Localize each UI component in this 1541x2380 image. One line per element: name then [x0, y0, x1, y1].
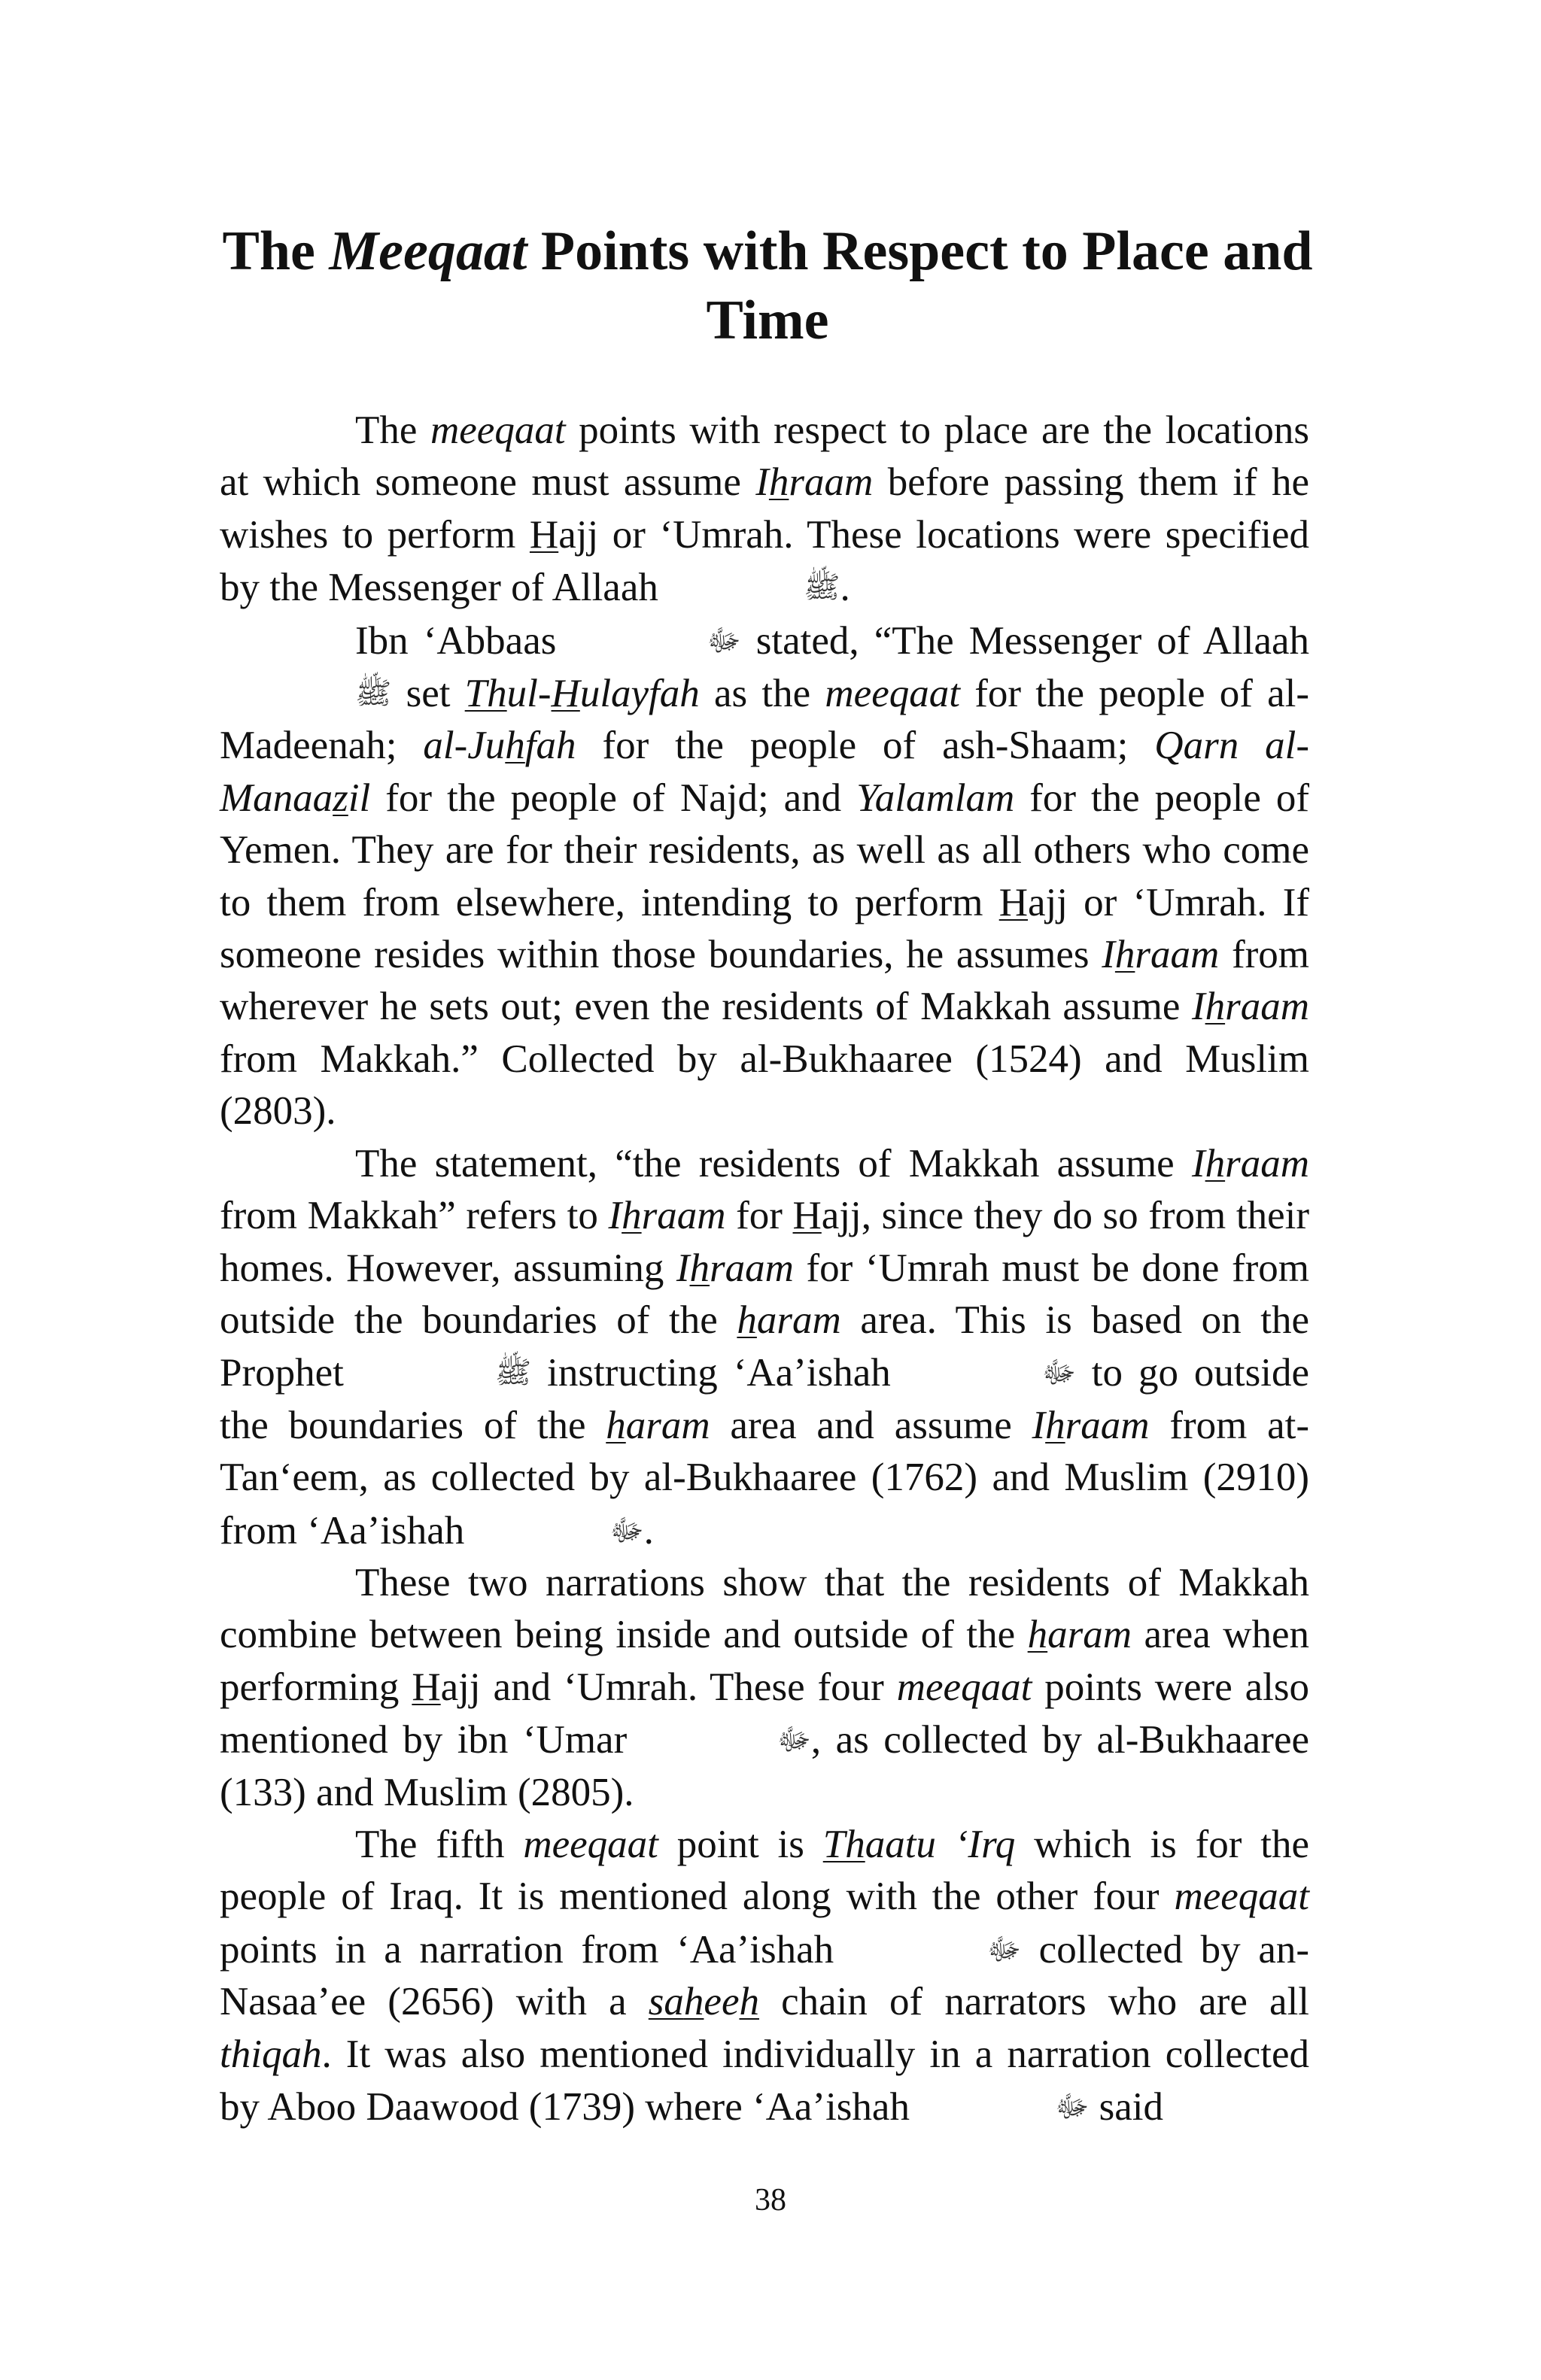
text: which is for the people of Iraq. It is mentioned along with the other four — [220, 1822, 1310, 1919]
term-ihraam — [1032, 1404, 1149, 1447]
text: point is — [676, 1822, 804, 1866]
text: h — [622, 1194, 642, 1238]
text: H — [792, 1194, 822, 1238]
text: I — [676, 1246, 690, 1290]
text: aram — [625, 1403, 710, 1447]
text: raam — [1065, 1403, 1150, 1447]
text: ee — [704, 1980, 740, 2024]
text: Ibn ‘Abbaas — [355, 618, 557, 663]
text: raam — [789, 460, 874, 505]
term-meeqaat: meeqaat — [430, 408, 566, 452]
text: h — [1205, 985, 1226, 1029]
text: . It was also mentioned individually in a narration collected by Aboo Daawood (1739) where ‘Aa’ishah — [220, 2032, 1309, 2129]
text: Th — [822, 1822, 865, 1866]
text: h — [505, 724, 525, 768]
term-thiqah: thiqah — [220, 2032, 322, 2076]
term-haram — [606, 1404, 710, 1447]
text: I — [1102, 933, 1115, 977]
paragraph-1 — [220, 405, 1309, 615]
radiya-honorific-icon: ﷻ — [777, 1723, 811, 1757]
text: The fifth — [355, 1822, 505, 1866]
text: said — [1099, 2085, 1163, 2129]
term-ihraam — [1192, 985, 1309, 1028]
radiya-honorific-icon: ﷻ — [707, 623, 741, 657]
radiya-honorific-icon: ﷻ — [986, 1932, 1021, 1966]
page-title — [218, 217, 1317, 355]
text: H — [998, 880, 1028, 924]
text: h — [683, 1980, 704, 2024]
radiya-honorific-icon: ﷻ — [1055, 2090, 1090, 2123]
text: ulayfah — [579, 672, 700, 716]
text: I — [1032, 1403, 1046, 1447]
text: ajj or ‘Umrah. These locations were specified by the Messenger of Allaah — [220, 512, 1310, 610]
text: from Makkah” refers to — [220, 1194, 598, 1238]
text: . — [643, 1508, 654, 1553]
text: area and assume — [730, 1403, 1012, 1447]
body-text — [220, 405, 1309, 2133]
text: for the people of al-Madeenah; — [220, 672, 1310, 768]
text: points were also mentioned by ibn ‘Umar — [220, 1665, 1310, 1762]
term-meeqaat: meeqaat — [825, 672, 960, 716]
text: H — [529, 512, 559, 557]
text: raam — [1135, 933, 1220, 977]
place-al-juhfah — [423, 724, 576, 767]
text: raam — [641, 1194, 726, 1238]
text: The statement, “the residents of Makkah assume — [355, 1141, 1175, 1185]
text: stated, “The Messenger of Allaah — [755, 618, 1310, 663]
salla-honorific-icon: ﷺ — [494, 1355, 532, 1390]
text: raam — [1225, 985, 1309, 1029]
text: I — [755, 460, 769, 505]
text: points in a narration from ‘Aa’ishah — [220, 1927, 834, 1972]
term-meeqaat: meeqaat — [523, 1822, 658, 1866]
radiya-honorific-icon: ﷻ — [609, 1513, 644, 1547]
text: z — [333, 776, 348, 820]
text: Qarn al-Manaa — [220, 724, 1309, 820]
text: aram — [756, 1298, 841, 1342]
term-meeqaat: meeqaat — [896, 1665, 1032, 1709]
text: as the — [714, 672, 811, 716]
text: sa — [648, 1980, 684, 2024]
text: . — [840, 566, 850, 610]
text: These two narrations show that the residents of Makkah combine between being inside and outside of the — [220, 1560, 1309, 1657]
place-thul-hulayfah — [465, 672, 700, 715]
text: aatu ‘Irq — [865, 1822, 1016, 1866]
text: h — [1205, 1141, 1226, 1185]
text: The — [355, 408, 418, 452]
text: ajj, since they do so from their homes. However, assuming — [220, 1194, 1309, 1290]
term-meeqaat: meeqaat — [1174, 1875, 1309, 1919]
term-ihraam — [608, 1194, 725, 1237]
text: Th — [464, 672, 507, 716]
term-ihraam — [755, 460, 873, 504]
text: il — [348, 776, 371, 820]
term-saheeh — [649, 1980, 759, 2023]
text: , as collected by al-Bukhaaree (133) and Muslim (2805). — [220, 1718, 1310, 1814]
text: raam — [1225, 1141, 1310, 1185]
term-haram — [1028, 1613, 1132, 1656]
text: H — [551, 672, 580, 716]
title-part-italic: Meeqaat — [329, 220, 527, 282]
radiya-honorific-icon: ﷻ — [1041, 1355, 1076, 1390]
text: h — [1027, 1613, 1048, 1657]
text: to go outside the boundaries of the — [220, 1351, 1310, 1447]
text: al-Ju — [423, 724, 506, 768]
text: for the people of Yemen. They are for their residents, as well as all others who come to them from elsewhere, intending to perform — [220, 776, 1310, 924]
text: h — [1045, 1403, 1065, 1447]
text: points with respect to place are the locations at which someone must assume — [220, 408, 1309, 505]
text: h — [1114, 933, 1135, 977]
term-ihraam — [676, 1246, 794, 1290]
text: I — [1191, 1141, 1205, 1185]
text: h — [768, 460, 789, 505]
salla-honorific-icon: ﷺ — [804, 570, 840, 605]
text: h — [737, 1298, 757, 1342]
text: set — [406, 672, 451, 716]
place-thaatu-irq — [823, 1823, 1016, 1866]
term-ihraam — [1192, 1142, 1309, 1185]
text: ul- — [506, 672, 552, 716]
text: h — [606, 1403, 626, 1447]
salla-honorific-icon: ﷺ — [355, 676, 392, 711]
paragraph-3 — [220, 1138, 1309, 1557]
text: I — [608, 1194, 622, 1238]
text: from wherever he sets out; even the residents of Makkah assume — [220, 933, 1310, 1029]
title-part-1: The — [222, 220, 315, 282]
paragraph-5 — [220, 1819, 1309, 2133]
text: for — [736, 1194, 783, 1238]
text: collected by an-Nasaa’ee (2656) with a — [220, 1927, 1310, 2024]
text: from Makkah.” Collected by al-Bukhaaree (1524) and Muslim (2803). — [220, 1037, 1309, 1134]
page-number: 38 — [755, 2183, 786, 2218]
text: from at-Tan‘eem, as collected by al-Bukhaaree (1762) and Muslim (2910) from ‘Aa’ishah — [220, 1403, 1309, 1553]
term-haram — [737, 1298, 840, 1342]
text: I — [1191, 985, 1205, 1029]
text: ajj or ‘Umrah. If someone resides within those boundaries, he assumes — [220, 880, 1310, 977]
place-yalamlam: Yalamlam — [856, 776, 1015, 820]
text: fah — [524, 724, 576, 768]
text: ajj and ‘Umrah. These four — [440, 1665, 884, 1709]
text: h — [739, 1980, 759, 2024]
text: aram — [1047, 1613, 1132, 1657]
term-ihraam — [1102, 933, 1219, 976]
text: area when performing — [220, 1613, 1309, 1709]
paragraph-4 — [220, 1557, 1309, 1819]
text: chain of narrators who are all — [781, 1980, 1310, 2024]
text: instructing ‘Aa’ishah — [547, 1351, 891, 1395]
text: for the people of ash-Shaam; — [602, 724, 1129, 768]
text: before passing them if he wishes to perform — [220, 460, 1310, 557]
text: for ‘Umrah must be done from outside the boundaries of the — [220, 1246, 1309, 1342]
text: area. This is based on the Prophet — [220, 1298, 1310, 1395]
text: H — [412, 1665, 441, 1709]
paragraph-2 — [220, 615, 1309, 1138]
text: raam — [710, 1246, 794, 1290]
text: h — [689, 1246, 710, 1290]
text: for the people of Najd; and — [385, 776, 842, 820]
title-part-3: Points with Respect to Place and Time — [540, 220, 1313, 351]
